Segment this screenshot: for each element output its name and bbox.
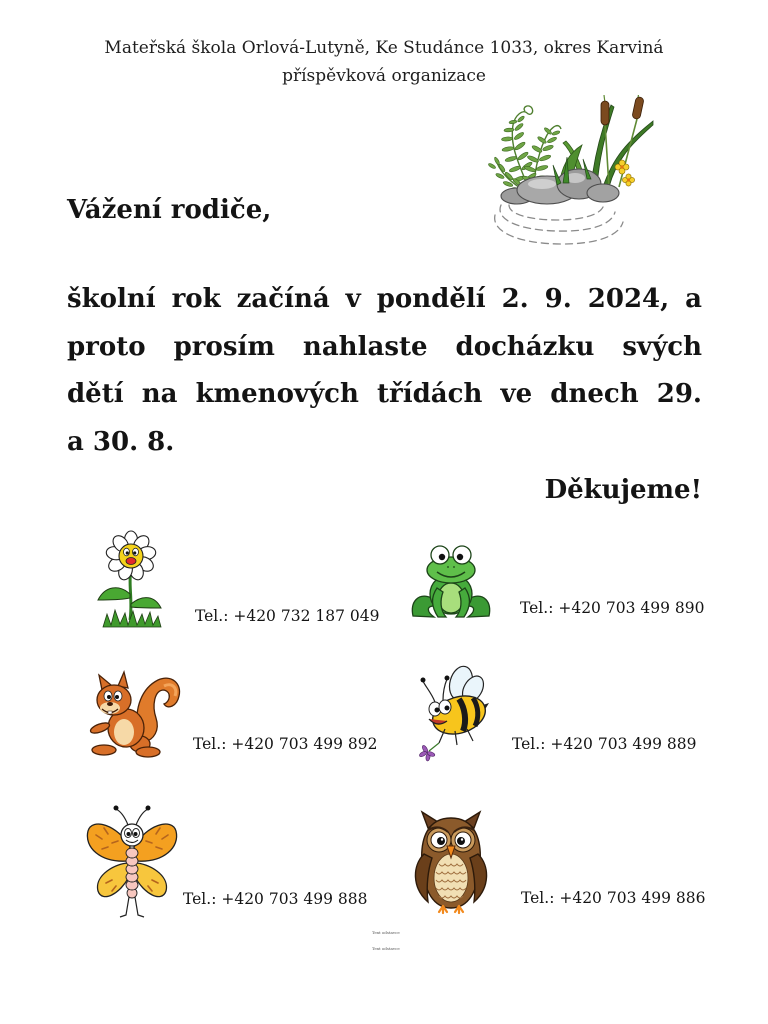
butterfly-icon <box>84 803 180 921</box>
message-paragraph <box>67 276 702 466</box>
thanks-text: Děkujeme! <box>544 475 702 505</box>
rocks <box>501 169 619 204</box>
message-line: dětí na kmenových třídách ve dnech 29. <box>67 379 702 409</box>
phone-number: Tel.: +420 703 499 890 <box>520 599 705 617</box>
placeholder-text: Text odstavce <box>372 946 400 951</box>
message-line: proto prosím nahlaste docházku svých <box>67 331 702 362</box>
phone-number: Tel.: +420 703 499 888 <box>183 890 368 908</box>
phone-number: Tel.: +420 703 499 892 <box>193 735 378 753</box>
frog-icon <box>410 540 492 620</box>
phone-number: Tel.: +420 732 187 049 <box>195 607 380 625</box>
phone-number: Tel.: +420 703 499 889 <box>512 735 697 753</box>
message-line: školní rok začíná v pondělí 2. 9. 2024, a <box>67 284 702 314</box>
owl-icon <box>408 810 494 914</box>
yellow-flowers <box>615 160 635 186</box>
school-type: příspěvková organizace <box>282 66 486 86</box>
squirrel-icon <box>82 670 182 758</box>
phone-number: Tel.: +420 703 499 886 <box>521 889 706 907</box>
message-line: a 30. 8. <box>67 426 175 457</box>
school-name: Mateřská škola Orlová-Lutyně, Ke Studánce 1033, okres Karviná <box>104 38 664 58</box>
pond-plants-icon <box>487 95 657 250</box>
placeholder-text: Text odstavce <box>372 930 400 935</box>
daisy-flower-icon <box>95 530 167 628</box>
water-ripples <box>495 205 623 244</box>
purple-flower <box>419 743 439 761</box>
bee-icon <box>415 665 490 762</box>
greeting: Vážení rodiče, <box>67 195 272 225</box>
